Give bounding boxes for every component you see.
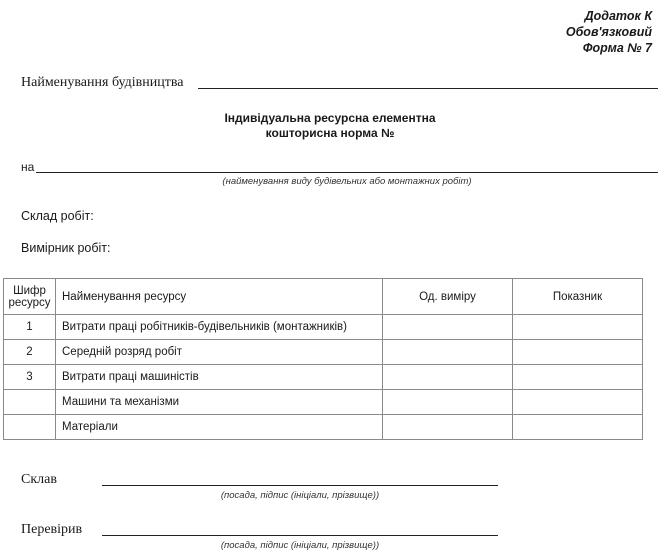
title-line-2: кошторисна норма № (265, 126, 395, 140)
row-code (4, 415, 56, 440)
row-indicator[interactable] (513, 315, 643, 340)
row-name: Витрати праці машиністів (56, 365, 383, 390)
row-indicator[interactable] (513, 415, 643, 440)
table-row (4, 340, 643, 365)
appendix-label: Додаток К (584, 9, 652, 23)
row-indicator[interactable] (513, 340, 643, 365)
composed-label: Склав (21, 472, 57, 487)
table-row (4, 415, 643, 440)
row-code: 1 (4, 315, 56, 340)
work-type-line (36, 172, 658, 173)
composed-caption: (посада, підпис (ініціали, прізвище)) (220, 490, 380, 501)
row-indicator[interactable] (513, 365, 643, 390)
row-code: 2 (4, 340, 56, 365)
header-indicator: Показник (513, 279, 643, 315)
row-name: Машини та механізми (56, 390, 383, 415)
row-indicator[interactable] (513, 390, 643, 415)
construction-name-line (198, 88, 658, 89)
mandatory-label: Обов'язковий (565, 25, 652, 39)
row-name: Витрати праці робітників-будівельників (монтажників) (56, 315, 383, 340)
on-label: на (21, 160, 35, 174)
form-number-label: Форма № 7 (582, 41, 652, 55)
table-header-row (4, 279, 643, 315)
header-name: Найменування ресурсу (56, 279, 383, 315)
row-unit[interactable] (383, 390, 513, 415)
row-unit[interactable] (383, 340, 513, 365)
row-code: 3 (4, 365, 56, 390)
checked-caption: (посада, підпис (ініціали, прізвище)) (220, 540, 380, 551)
checked-label: Перевірив (21, 522, 83, 537)
document-title (0, 111, 660, 141)
table-row (4, 390, 643, 415)
row-name: Матеріали (56, 415, 383, 440)
row-unit[interactable] (383, 365, 513, 390)
measurer-label: Вимірник робіт: (21, 241, 111, 255)
row-unit[interactable] (383, 315, 513, 340)
table-row (4, 365, 643, 390)
header-unit: Од. виміру (383, 279, 513, 315)
row-unit[interactable] (383, 415, 513, 440)
row-name: Середній розряд робіт (56, 340, 383, 365)
title-line-1: Індивідуальна ресурсна елементна (224, 111, 436, 125)
row-code (4, 390, 56, 415)
composition-label: Склад робіт: (21, 209, 94, 223)
header-code: Шифр ресурсу (4, 279, 56, 315)
construction-name-label: Найменування будівництва (21, 75, 184, 90)
table-row (4, 315, 643, 340)
composed-signature-line[interactable] (102, 485, 498, 486)
document-header (566, 8, 652, 56)
checked-signature-line[interactable] (102, 535, 498, 536)
work-type-caption: (найменування виду будівельних або монтажних робіт) (222, 176, 472, 187)
resource-table (3, 278, 643, 440)
